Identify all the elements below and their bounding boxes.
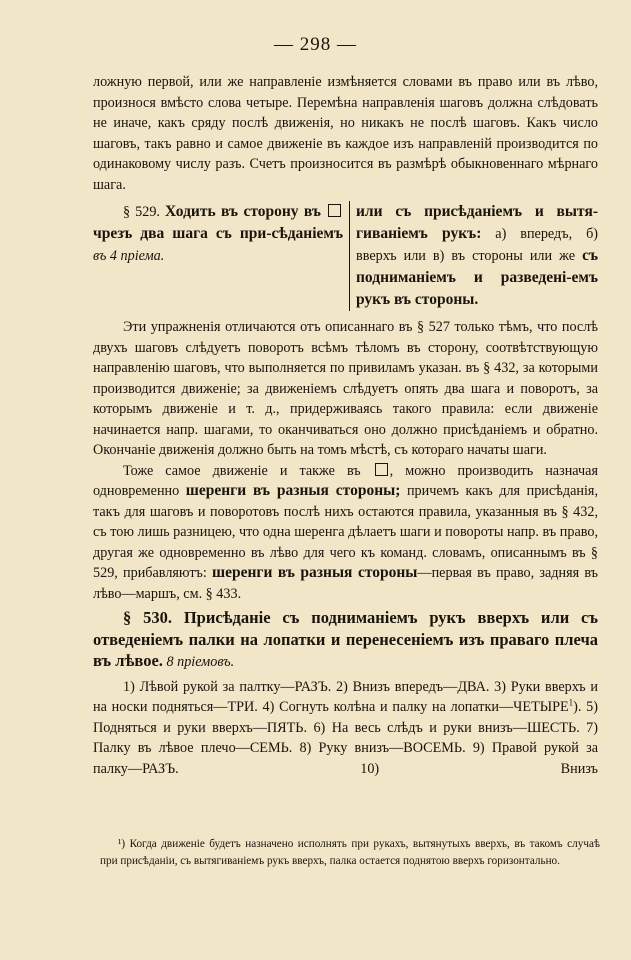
footnote: ¹) Когда движеніе будетъ назначено исполнять при рукахъ, вытянутыхъ вверхъ, въ такомъ случаѣ при присѣданіи, съ вытягиваніемъ рукъ вверхъ, палка остается поднятою вверхъ горизонтально. bbox=[100, 838, 600, 867]
page-number: — 298 — bbox=[274, 34, 357, 55]
section-529-right bbox=[349, 201, 598, 311]
section-529-number: § 529. bbox=[123, 204, 160, 220]
section-530-steps: 8 пріемовъ. bbox=[166, 654, 235, 670]
section-529-title-a: Ходить въ сторону въ bbox=[165, 203, 321, 220]
paragraph-continuation: ложную первой, или же направленіе измѣняется словами въ право или въ лѣво, произнося вмѣсто слова четыре. Перемѣна направленія шаговъ должна слѣдовать не иначе, какъ сряду послѣ движенія, но никакъ не послѣ шаговъ. Какъ число шаговъ, такъ равно и самое движеніе въ каждое изъ направленій производится по одинаковому числу разъ. Счетъ произносится въ размѣрѣ обыкновеннаго мѣрнаго шага. bbox=[93, 74, 598, 193]
page-body bbox=[93, 72, 598, 779]
paragraph-explanation: Эти упражненія отличаются отъ описаннаго въ § 527 только тѣмъ, что послѣ двухъ шаговъ слѣдуетъ поворотъ всѣмъ тѣломъ въ сторону, соотвѣтствующую направленію шаговъ, что выполняется по привиламъ указан. въ § 432, за которыми производится движеніе; за движеніемъ слѣдуетъ опять два шага и поворотъ, за которымъ движеніе и т. д., придерживаясь такого правила: если движеніе начинается напр. шагами, то оканчиваться оно должно присѣданіемъ и обратно. Окончаніе движенія должно быть на томъ мѣстѣ, съ котораго начаты шаги. bbox=[93, 319, 598, 458]
section-529-variant-options: а) впередъ, б) вверхъ или в) въ стороны или же bbox=[356, 226, 599, 264]
section-529-left bbox=[93, 201, 349, 311]
square-formation-icon bbox=[328, 204, 341, 217]
section-529-title-b: чрезъ два шага съ при-сѣданіемъ bbox=[93, 225, 343, 242]
paragraph-commands: 1) Лѣвой рукой за палтку—РАЗЪ. 2) Внизъ впередъ—ДВА. 3) Руки вверхъ и на носки подняться—ТРИ. 4) Согнуть колѣна и палку на лопатки—ЧЕТЫРЕ$^1$). 5) Подняться и руки вверхъ—ПЯТЬ. 6) На весь слѣдъ и руки внизъ—ШЕСТЬ. 7) Палку въ лѣвое плечо—СЕМЬ. 8) Руку внизъ—ВОСЕМЬ. 9) Правой рукой за палку—РАЗЪ. 10) Внизъ bbox=[93, 678, 598, 777]
ranks-command: шеренги въ разныя стороны bbox=[212, 564, 418, 581]
square-formation-icon bbox=[375, 463, 388, 476]
paragraph-ranks: Тоже самое движеніе и также въ , можно производить назначая одновременно шеренги въ разныя стороны; причемъ какъ для присѣданія, такъ для шаговъ и поворотовъ послѣ нихъ остаются правила, указанныя въ § 432, съ тою лишь разницею, что одна шеренга дѣлаетъ шаги и повороты напр. въ право, другая же одновременно въ лѣво для чего къ команд. словамъ, описаннымъ въ § 529, прибавляютъ: шеренги въ разныя стороны—первая въ право, задняя въ лѣво—маршъ, см. § 433. bbox=[93, 462, 599, 602]
section-529-steps: въ 4 пріема. bbox=[93, 248, 165, 264]
section-529-variant-b: съ подниманіемъ и разведені-емъ рукъ въ стороны. bbox=[356, 247, 598, 308]
section-530-title: § 530. Присѣданіе съ подниманіемъ рукъ вверхъ или съ отведеніемъ палки на лопатки и перенесеніемъ изъ праваго плеча въ лѣвое. bbox=[93, 608, 598, 670]
section-530-heading bbox=[93, 608, 598, 673]
section-529-heading bbox=[93, 201, 598, 311]
footnote-marker: 1 bbox=[568, 697, 574, 708]
ranks-term: шеренги въ разныя стороны; bbox=[185, 482, 401, 499]
section-529-variant-a: или съ присѣданіемъ и вытя-гиваніемъ рукъ: bbox=[356, 203, 598, 242]
